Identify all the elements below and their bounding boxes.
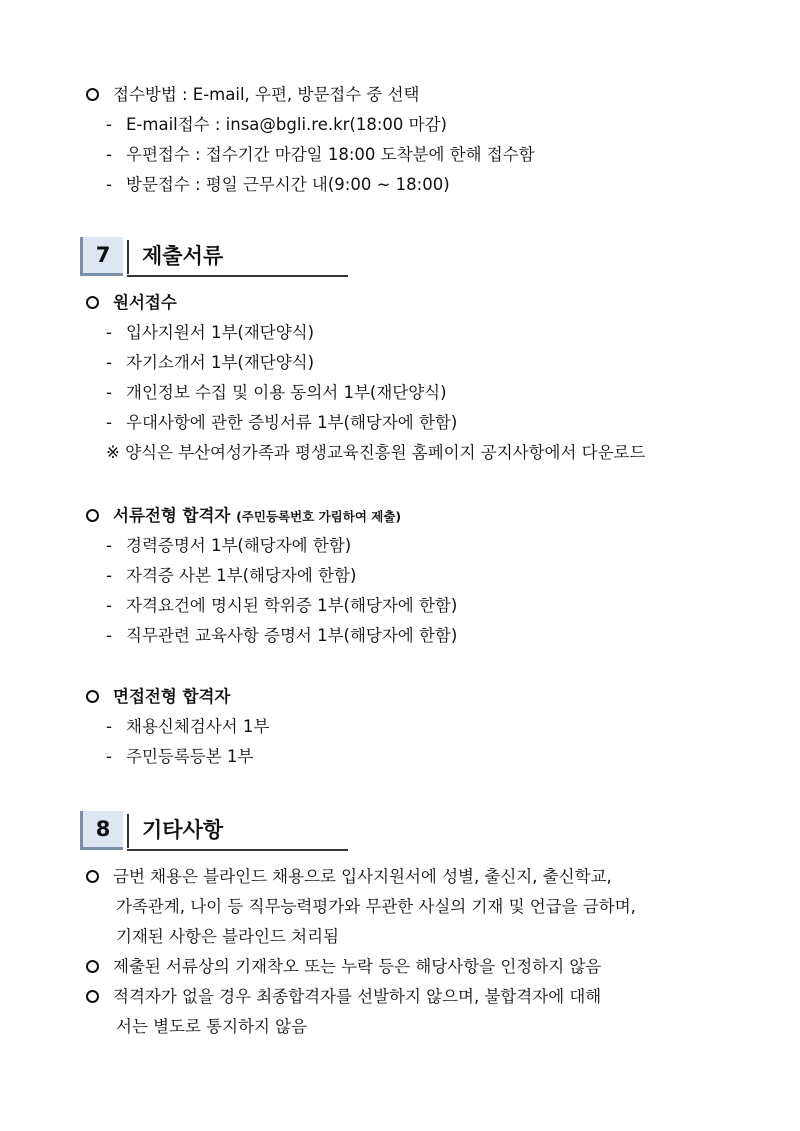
submission-method: 접수방법 : E-mail, 우편, 방문접수 중 선택 [86,84,419,106]
divider [127,240,129,274]
notice-item-continuation: 가족관계, 나이 등 직무능력평가와 무관한 사실의 기재 및 언급을 금하며, [116,897,636,916]
circle-bullet-icon [86,296,99,309]
section-header-8 [80,811,348,851]
list-item: - 우편접수 : 접수기간 마감일 18:00 도착분에 한해 접수함 [106,145,535,164]
group-title-note: (주민등록번호 가림하여 제출) [236,509,402,524]
section-underline [127,849,348,851]
circle-bullet-icon [86,690,99,703]
circle-bullet-icon [86,88,99,101]
list-item: - 우대사항에 관한 증빙서류 1부(해당자에 한함) [106,413,458,432]
list-item: - 채용신체검사서 1부 [106,717,270,736]
group-title-document-screening: 서류전형 합격자 (주민등록번호 가림하여 제출) [86,505,401,528]
notice-item-continuation: 기재된 사항은 블라인드 처리됨 [116,927,339,946]
section-underline [127,275,348,277]
circle-bullet-icon [86,870,99,883]
group-title-interview: 면접전형 합격자 [86,686,230,708]
list-item: - 방문접수 : 평일 근무시간 내(9:00 ~ 18:00) [106,175,450,194]
section-title: 기타사항 [142,818,224,842]
circle-bullet-icon [86,509,99,522]
circle-bullet-icon [86,960,99,973]
list-item: - 주민등록등본 1부 [106,747,254,766]
list-item: - 자격요건에 명시된 학위증 1부(해당자에 한함) [106,596,458,615]
list-item: - 입사지원서 1부(재단양식) [106,323,315,342]
section-header-7 [80,237,348,277]
list-item: - 자격증 사본 1부(해당자에 한함) [106,566,357,585]
list-item: - 경력증명서 1부(해당자에 한함) [106,536,352,555]
list-item: - 직무관련 교육사항 증명서 1부(해당자에 한함) [106,626,458,645]
section-number: 7 [80,237,123,276]
notice-item: 제출된 서류상의 기재착오 또는 누락 등은 해당사항을 인정하지 않음 [86,956,601,978]
notice-item-continuation: 서는 별도로 통지하지 않음 [116,1017,308,1036]
download-note: ※ 양식은 부산여성가족과 평생교육진흥원 홈페이지 공지사항에서 다운로드 [106,443,646,462]
group-title-application: 원서접수 [86,292,177,314]
section-number: 8 [80,811,123,850]
list-item: - 개인정보 수집 및 이용 동의서 1부(재단양식) [106,383,447,402]
notice-item: 금번 채용은 블라인드 채용으로 입사지원서에 성별, 출신지, 출신학교, [86,866,612,888]
list-item: - 자기소개서 1부(재단양식) [106,353,315,372]
list-item: - E-mail접수 : insa@bgli.re.kr(18:00 마감) [106,115,447,134]
section-title: 제출서류 [142,244,224,268]
circle-bullet-icon [86,990,99,1003]
divider [127,814,129,848]
notice-item: 적격자가 없을 경우 최종합격자를 선발하지 않으며, 불합격자에 대해 [86,986,601,1008]
